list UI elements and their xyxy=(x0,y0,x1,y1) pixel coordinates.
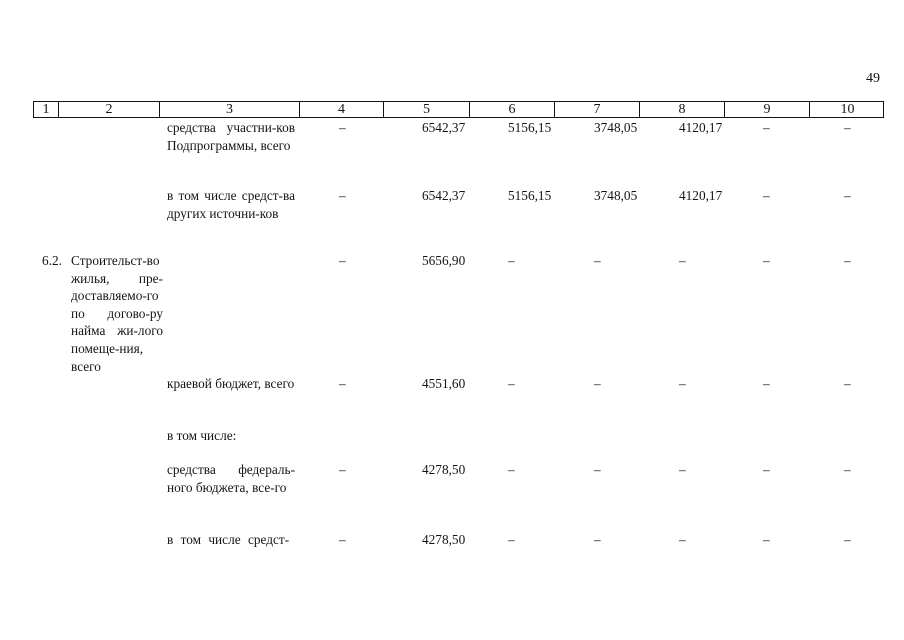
column-header-1: 1 xyxy=(42,102,50,117)
table-cell-col10: – xyxy=(844,376,851,391)
table-cell-col10: – xyxy=(844,253,851,268)
table-cell-col8: – xyxy=(679,376,686,391)
table-cell-source: краевой бюджет, всего xyxy=(167,376,295,391)
table-cell-col10: – xyxy=(844,120,851,135)
table-cell-name: Строительст-во жилья, пре-доставляемо-го по догово-ру найма жи-лого помеще-ния, всего xyxy=(71,253,163,374)
table-cell-col7: 3748,05 xyxy=(594,120,638,135)
table-cell-col5: 4551,60 xyxy=(422,376,466,391)
table-cell-col8: – xyxy=(679,532,686,547)
table-cell-col5: 6542,37 xyxy=(422,120,466,135)
table-cell-col10: – xyxy=(844,532,851,547)
table-cell-col5: 4278,50 xyxy=(422,532,466,547)
table-cell-col7: – xyxy=(594,253,601,268)
column-header-2: 2 xyxy=(58,102,159,117)
table-header-row xyxy=(33,101,884,118)
table-cell-col6: 5156,15 xyxy=(508,120,552,135)
table-cell-col5: 4278,50 xyxy=(422,462,466,477)
table-cell-col7: – xyxy=(594,376,601,391)
table-cell-col6: – xyxy=(508,376,515,391)
table-cell-source: средства участни-ков Подпрограммы, всего xyxy=(167,120,295,153)
table-cell-col7: 3748,05 xyxy=(594,188,638,203)
column-header-9: 9 xyxy=(724,102,809,117)
table-cell-source: средства федераль-ного бюджета, все-го xyxy=(167,462,295,495)
column-header-7: 7 xyxy=(554,102,639,117)
table-cell-col9: – xyxy=(763,376,770,391)
page-number: 49 xyxy=(866,71,880,86)
table-cell-col7: – xyxy=(594,532,601,547)
table-cell-col8: – xyxy=(679,253,686,268)
table-cell-col9: – xyxy=(763,253,770,268)
table-cell-col6: – xyxy=(508,462,515,477)
table-cell-col6: – xyxy=(508,253,515,268)
table-cell-col9: – xyxy=(763,188,770,203)
table-cell-col8: 4120,17 xyxy=(679,188,723,203)
table-cell-col4: – xyxy=(339,376,346,391)
table-cell-source: в том числе: xyxy=(167,428,237,443)
table-cell-col8: 4120,17 xyxy=(679,120,723,135)
table-cell-item-number: 6.2. xyxy=(42,253,62,268)
table-cell-col5: 6542,37 xyxy=(422,188,466,203)
column-header-6: 6 xyxy=(469,102,554,117)
table-cell-col5: 5656,90 xyxy=(422,253,466,268)
table-cell-col4: – xyxy=(339,253,346,268)
table-cell-col9: – xyxy=(763,120,770,135)
table-cell-source: в том числе средст- xyxy=(167,532,290,547)
table-cell-col10: – xyxy=(844,462,851,477)
table-cell-source: в том числе средст-ва других источни-ков xyxy=(167,188,295,221)
column-header-10: 10 xyxy=(809,102,885,117)
table-cell-col4: – xyxy=(339,462,346,477)
table-cell-col4: – xyxy=(339,188,346,203)
column-header-5: 5 xyxy=(383,102,469,117)
table-cell-col4: – xyxy=(339,532,346,547)
table-cell-col8: – xyxy=(679,462,686,477)
table-cell-col9: – xyxy=(763,532,770,547)
column-header-3: 3 xyxy=(159,102,299,117)
table-cell-col6: – xyxy=(508,532,515,547)
column-header-8: 8 xyxy=(639,102,724,117)
table-cell-col7: – xyxy=(594,462,601,477)
table-cell-col4: – xyxy=(339,120,346,135)
column-header-4: 4 xyxy=(299,102,383,117)
table-cell-col10: – xyxy=(844,188,851,203)
table-cell-col9: – xyxy=(763,462,770,477)
table-cell-col6: 5156,15 xyxy=(508,188,552,203)
